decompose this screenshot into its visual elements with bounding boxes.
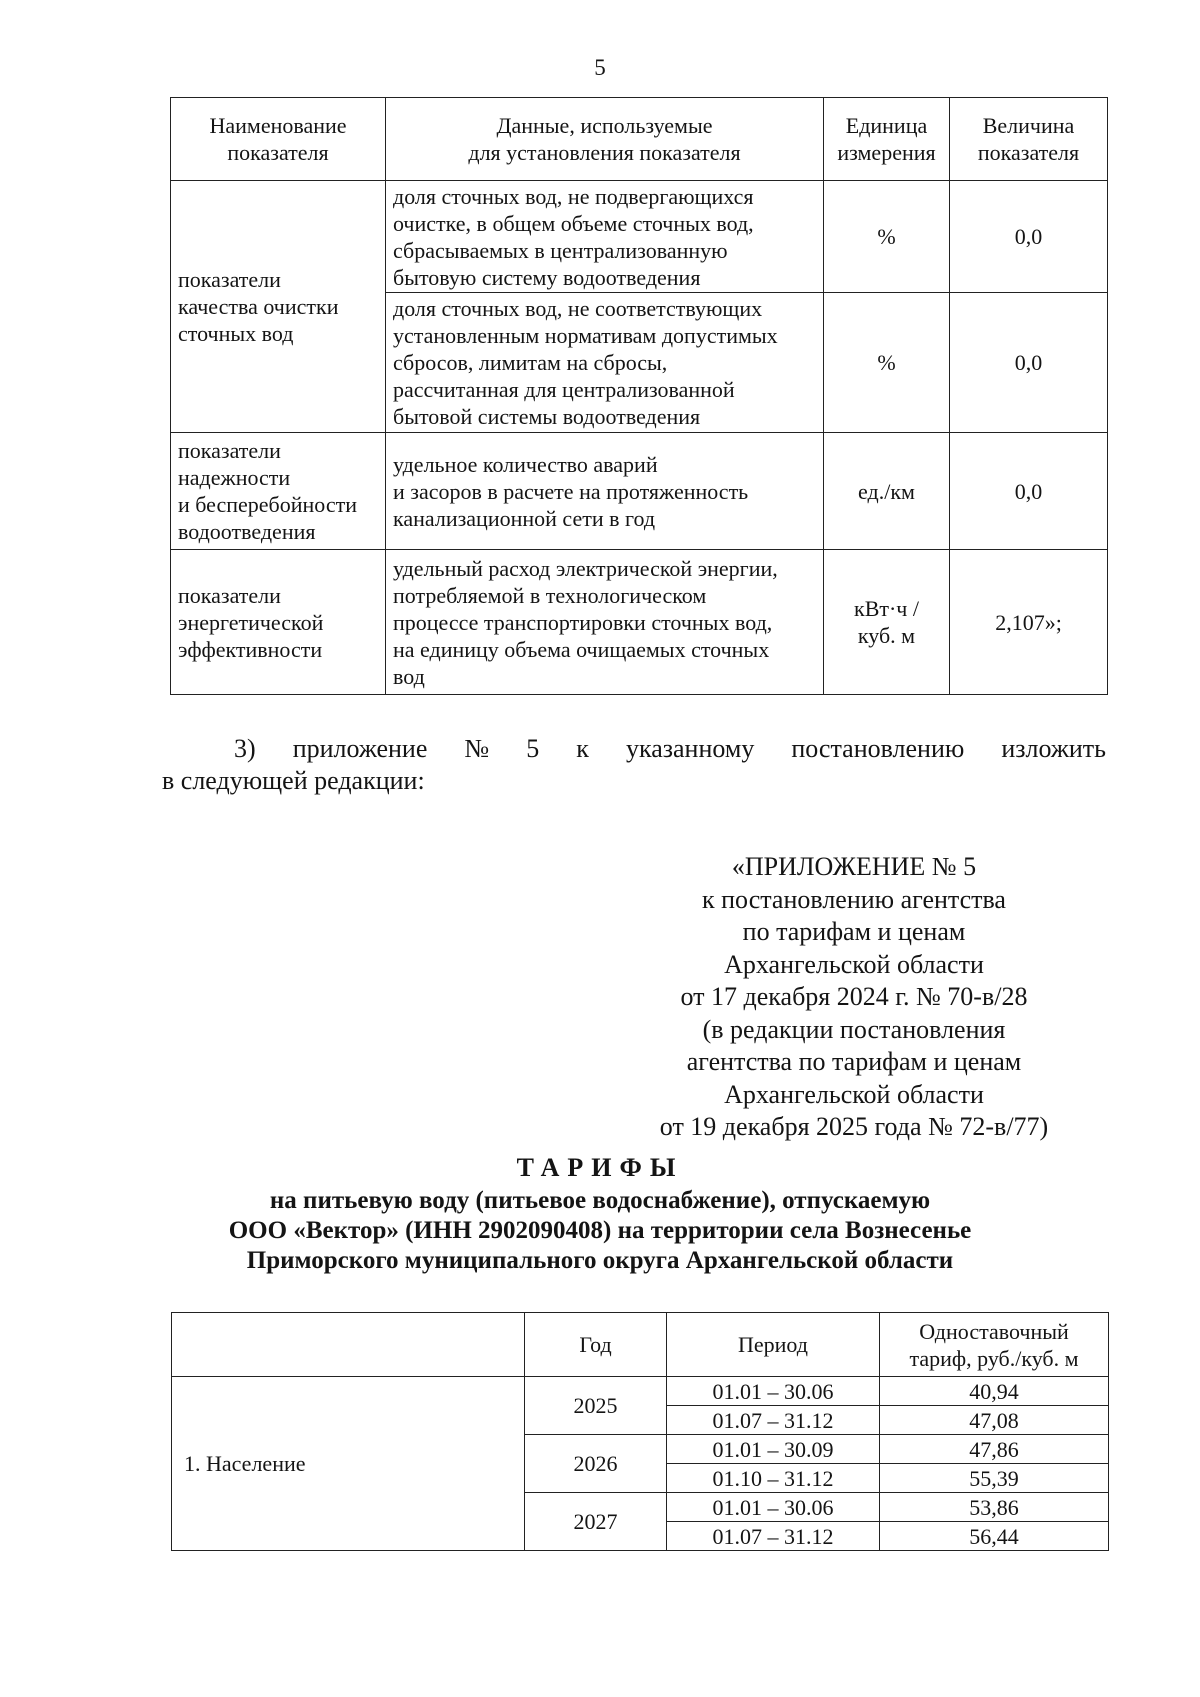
tariff-cell: 40,94 (880, 1377, 1109, 1406)
header-unit: Единица измерения (824, 98, 950, 181)
paragraph-word: изложить (1001, 734, 1106, 763)
period-cell: 01.07 – 31.12 (667, 1522, 880, 1551)
tariff-table (171, 1312, 1109, 1551)
indicator-data-cell: удельное количество аварий и засоров в расчете на протяженность канализационной сети в год (386, 433, 824, 550)
appendix-header (600, 851, 1108, 1144)
indicator-data-cell: доля сточных вод, не подвергающихся очистке, в общем объеме сточных вод, сбрасываемых в централизованную бытовую систему водоотведения (386, 181, 824, 293)
indicator-value-cell: 0,0 (950, 293, 1108, 433)
year-cell: 2025 (525, 1377, 667, 1435)
tariff-cell: 53,86 (880, 1493, 1109, 1522)
indicator-value-cell: 0,0 (950, 181, 1108, 293)
paragraph-line: в следующей редакции: (162, 766, 425, 795)
paragraph-word: указанному (625, 734, 755, 763)
header-indicator-data: Данные, используемые для установления показателя (386, 98, 824, 181)
subtitle-line: Приморского муниципального округа Архангельской области (246, 1247, 954, 1274)
appendix-line: к постановлению агентства (702, 884, 1006, 914)
paragraph-word: № (464, 734, 490, 763)
indicator-unit-cell: ед./км (824, 433, 950, 550)
paragraph-word: 5 (526, 734, 540, 763)
paragraph-word: к (576, 734, 589, 763)
subtitle-line: ООО «Вектор» (ИНН 2902090408) на территории села Вознесенье (228, 1217, 972, 1244)
indicator-data-cell: удельный расход электрической энергии, потребляемой в технологическом процессе транспортировки сточных вод, на единицу объема очищаемых сточных вод (386, 550, 824, 695)
table-row (172, 1377, 1109, 1406)
year-cell: 2027 (525, 1493, 667, 1551)
group-name-reliability: показатели надежности и бесперебойности водоотведения (171, 433, 386, 550)
header-tariff: Одноставочный тариф, руб./куб. м (880, 1313, 1109, 1377)
table-row (171, 550, 1108, 695)
amendment-paragraph (162, 733, 1106, 797)
indicator-unit-cell: % (824, 181, 950, 293)
subtitle-line: на питьевую воду (питьевое водоснабжение), отпускаемую (269, 1187, 931, 1214)
category-cell: 1. Население (172, 1377, 525, 1551)
paragraph-word: 3) (234, 734, 256, 763)
header-year: Год (525, 1313, 667, 1377)
paragraph-word: постановлению (791, 734, 965, 763)
indicators-table (170, 97, 1108, 695)
header-indicator-name: Наименование показателя (171, 98, 386, 181)
period-cell: 01.07 – 31.12 (667, 1406, 880, 1435)
table-row (171, 433, 1108, 550)
group-name-cleaning: показатели качества очистки сточных вод (171, 181, 386, 433)
table-row (171, 181, 1108, 293)
tariff-cell: 47,08 (880, 1406, 1109, 1435)
period-cell: 01.01 – 30.09 (667, 1435, 880, 1464)
appendix-line: Архангельской области (724, 949, 984, 979)
indicator-data-cell: доля сточных вод, не соответствующих установленным нормативам допустимых сбросов, лимитам на сбросы, рассчитанная для централизованной бытовой системы водоотведения (386, 293, 824, 433)
header-category (172, 1313, 525, 1377)
period-cell: 01.01 – 30.06 (667, 1377, 880, 1406)
tariff-header-row (172, 1313, 1109, 1377)
indicator-value-cell: 0,0 (950, 433, 1108, 550)
period-cell: 01.10 – 31.12 (667, 1464, 880, 1493)
tariff-cell: 47,86 (880, 1435, 1109, 1464)
header-value: Величина показателя (950, 98, 1108, 181)
year-cell: 2026 (525, 1435, 667, 1493)
appendix-line: (в редакции постановления (702, 1014, 1006, 1044)
appendix-line: от 17 декабря 2024 г. № 70-в/28 (680, 982, 1028, 1011)
indicator-value-cell: 2,107»; (950, 550, 1108, 695)
appendix-line: Архангельской области (724, 1079, 984, 1109)
tariffs-title: ТАРИФЫ (516, 1153, 684, 1182)
period-cell: 01.01 – 30.06 (667, 1493, 880, 1522)
appendix-line: по тарифам и ценам (742, 917, 966, 946)
appendix-line: агентства по тарифам и ценам (686, 1047, 1022, 1076)
page-number: 5 (594, 55, 606, 80)
appendix-line: от 19 декабря 2025 года № 72-в/77) (659, 1112, 1049, 1141)
tariff-cell: 56,44 (880, 1522, 1109, 1551)
indicator-unit-cell: кВт·ч / куб. м (824, 550, 950, 695)
paragraph-word: приложение (292, 734, 428, 763)
tariffs-subtitle (0, 1186, 1200, 1276)
tariff-cell: 55,39 (880, 1464, 1109, 1493)
indicators-header-row (171, 98, 1108, 181)
appendix-line: «ПРИЛОЖЕНИЕ № 5 (731, 852, 977, 881)
group-name-energy: показатели энергетической эффективности (171, 550, 386, 695)
indicator-unit-cell: % (824, 293, 950, 433)
header-period: Период (667, 1313, 880, 1377)
